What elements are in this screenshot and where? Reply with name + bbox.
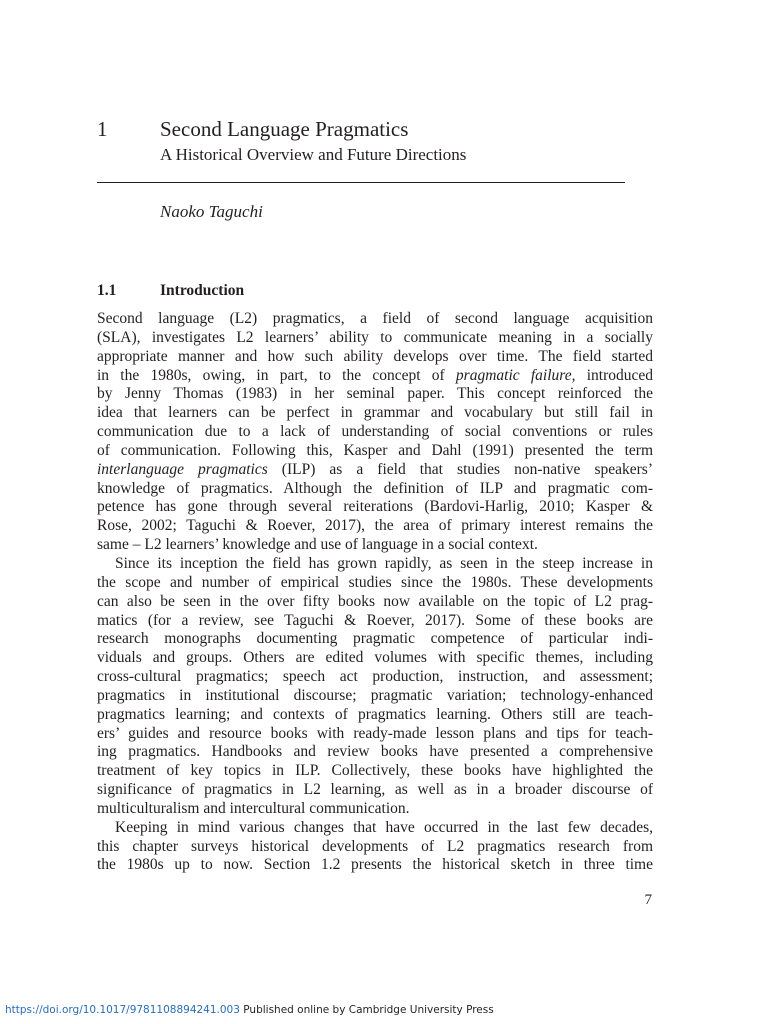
text-segment: knowledge of pragmatics. Although the definition of ILP and pragmatic com- (97, 479, 653, 497)
text-segment: appropriate manner and how such ability develops over time. The field started (97, 347, 653, 365)
footer (5, 1003, 494, 1017)
body-line (97, 819, 653, 838)
body-line (97, 555, 653, 574)
text-segment: Second language (L2) pragmatics, a field of second language acquisition (97, 310, 653, 327)
text-segment: ers’ guides and resource books with ready-made lesson plans and tips for teach- (97, 724, 653, 742)
text-segment: of communication. Following this, Kasper and Dahl (1991) presented the term (97, 441, 653, 459)
published-text: Published online by Cambridge University Press (239, 1004, 494, 1016)
body-line (97, 517, 653, 536)
chapter-number: 1 (97, 117, 108, 141)
body-line (97, 725, 653, 744)
body-line (97, 329, 653, 348)
body-line (97, 856, 653, 875)
body-line (97, 743, 653, 762)
body-line (97, 630, 653, 649)
text-segment: treatment of key topics in ILP. Collectively, these books have highlighted the (97, 762, 653, 780)
body-line (97, 310, 653, 329)
text-segment: in the 1980s, owing, in part, to the concept of (97, 366, 456, 384)
text-segment: Since its inception the field has grown rapidly, as seen in the steep increase in (115, 554, 653, 572)
text-segment: the scope and number of empirical studies since the 1980s. These developments (97, 573, 653, 591)
italic-term: interlanguage pragmatics (97, 460, 268, 478)
body-line (97, 706, 653, 725)
section-title: Introduction (160, 282, 245, 299)
body-line (97, 574, 653, 593)
body-line (97, 480, 653, 499)
chapter-subtitle: A Historical Overview and Future Directions (160, 145, 467, 164)
text-segment: introduced (575, 366, 653, 384)
section-number: 1.1 (97, 282, 117, 299)
body-line (97, 800, 653, 819)
body-line (97, 367, 653, 386)
body-line (97, 404, 653, 423)
text-segment: by Jenny Thomas (1983) in her seminal paper. This concept reinforced the (97, 385, 653, 403)
title-divider (97, 182, 625, 183)
text-segment: Rose, 2002; Taguchi & Roever, 2017), the area of primary interest remains the (97, 517, 653, 535)
body-line (97, 385, 653, 404)
body-line (97, 593, 653, 612)
body-line (97, 687, 653, 706)
body-line (97, 781, 653, 800)
text-segment: Keeping in mind various changes that have occurred in the last few decades, (115, 818, 653, 836)
text-segment: matics (for a review, see Taguchi & Roever, 2017). Some of these books are (97, 611, 653, 629)
text-segment: cross-cultural pragmatics; speech act production, instruction, and assessment; (97, 668, 653, 686)
text-segment: (ILP) as a field that studies non-native speakers’ (267, 460, 653, 478)
text-segment: (SLA), investigates L2 learners’ ability to communicate meaning in a socially (97, 328, 653, 346)
body-line (97, 423, 653, 442)
body-line (97, 649, 653, 668)
text-segment: idea that learners can be perfect in grammar and vocabulary but still fail in (97, 404, 653, 422)
body-line (97, 442, 653, 461)
text-segment: pragmatics learning; and contexts of pragmatics learning. Others still are teach- (97, 705, 653, 723)
body-line (97, 668, 653, 687)
body-line (97, 498, 653, 517)
chapter-title: Second Language Pragmatics (160, 117, 409, 141)
text-segment: viduals and groups. Others are edited volumes with specific themes, including (97, 649, 653, 667)
body-line (97, 762, 653, 781)
text-segment: can also be seen in the over fifty books now available on the topic of L2 prag- (97, 592, 653, 610)
page-number: 7 (644, 892, 652, 908)
section-heading (97, 281, 244, 301)
body-line (97, 461, 653, 480)
author-name: Naoko Taguchi (160, 202, 263, 221)
text-segment: ing pragmatics. Handbooks and review books have presented a comprehensive (97, 743, 653, 761)
text-segment: this chapter surveys historical developments of L2 pragmatics research from (97, 837, 653, 855)
text-segment: significance of pragmatics in L2 learning, as well as in a broader discourse of (97, 781, 653, 799)
body-line (97, 536, 653, 555)
text-segment: research monographs documenting pragmatic competence of particular indi- (97, 630, 653, 648)
text-segment: petence has gone through several reiterations (Bardovi-Harlig, 2010; Kasper & (97, 498, 653, 516)
text-segment: pragmatics in institutional discourse; pragmatic variation; technology-enhanced (97, 686, 653, 704)
body-line (97, 612, 653, 631)
body-line (97, 348, 653, 367)
text-segment: multiculturalism and intercultural communication. (97, 799, 410, 817)
text-segment: communication due to a lack of understanding of social conventions or rules (97, 423, 653, 441)
body-line (97, 838, 653, 857)
doi-link[interactable]: https://doi.org/10.1017/9781108894241.003 (5, 1004, 240, 1016)
italic-term: pragmatic failure, (455, 366, 576, 384)
text-segment: same – L2 learners’ knowledge and use of language in a social context. (97, 536, 538, 554)
text-segment: the 1980s up to now. Section 1.2 presents the historical sketch in three time (97, 856, 653, 874)
body-text (97, 310, 653, 875)
